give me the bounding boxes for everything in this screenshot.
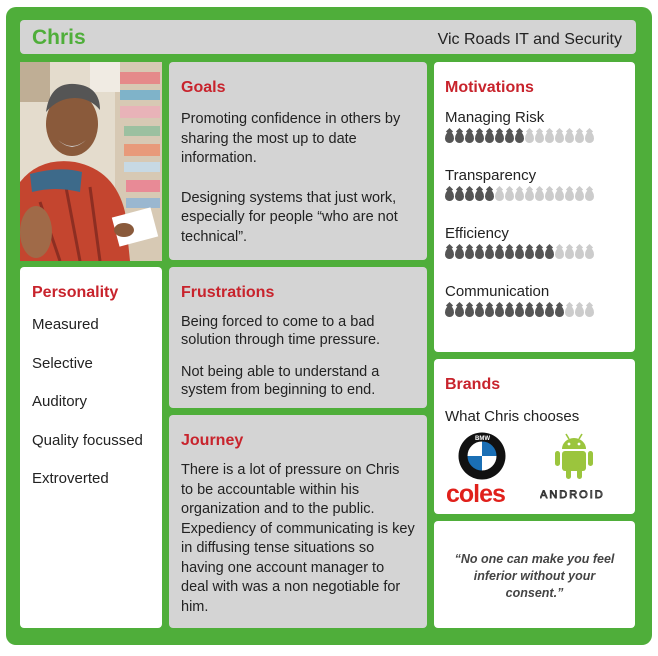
rating-drop-filled-icon [545,306,554,317]
rating-drop-empty-icon [555,248,564,259]
rating-drop-filled-icon [465,248,474,259]
motivation-row [445,109,624,143]
personality-card [20,267,162,628]
rating-drop-filled-icon [455,306,464,317]
rating-drop-filled-icon [475,248,484,259]
bmw-logo-icon [458,432,506,480]
rating-drop-empty-icon [545,190,554,201]
android-logo-text: ANDROID [540,489,605,501]
rating-drop-filled-icon [485,132,494,143]
rating-drop-empty-icon [555,132,564,143]
rating-drop-empty-icon [565,248,574,259]
rating-drop-filled-icon [475,132,484,143]
persona-department: Vic Roads IT and Security [437,31,622,48]
rating-drop-filled-icon [455,190,464,201]
rating-drop-empty-icon [585,190,594,201]
rating-drop-empty-icon [575,248,584,259]
brands-card [434,359,635,514]
rating-drop-filled-icon [515,248,524,259]
rating-drop-empty-icon [505,190,514,201]
rating-drop-filled-icon [505,248,514,259]
frustrations-paragraph: Being forced to come to a bad solution through time pressure. [181,314,381,348]
rating-drop-empty-icon [575,306,584,317]
rating-drop-filled-icon [455,248,464,259]
rating-drop-empty-icon [525,132,534,143]
brands-subtitle: What Chris chooses [445,408,580,425]
rating-drop-empty-icon [555,190,564,201]
persona-photo [20,62,162,261]
rating-drop-filled-icon [495,306,504,317]
rating-drop-filled-icon [475,190,484,201]
rating-drop-filled-icon [485,248,494,259]
goals-paragraph: Promoting confidence in others by sharing the most up to date information. [181,111,401,166]
journey-text: There is a lot of pressure on Chris to be accountable within his organization and to the public. Expediency of communicating is key in diffusing tense situations so having one account manager to deal with was a non negotiable for him. [181,462,415,615]
motivation-row [445,225,624,259]
motivations-title: Motivations [445,79,534,96]
rating-drop-empty-icon [565,190,574,201]
frustrations-title: Frustrations [181,284,275,301]
coles-logo-icon [446,481,522,507]
personality-title: Personality [32,284,119,301]
motivations-card [434,62,635,352]
rating-drop-empty-icon [535,132,544,143]
persona-quote: “No one can make you feel inferior without your consent.” [454,552,615,600]
rating-drop-empty-icon [495,190,504,201]
rating-drop-filled-icon [525,306,534,317]
android-logo-icon [554,432,594,480]
rating-drop-empty-icon [585,132,594,143]
frustrations-card [169,267,427,408]
brands-title: Brands [445,376,501,393]
motivation-label: Communication [445,283,550,300]
rating-drop-filled-icon [515,132,524,143]
motivation-label: Efficiency [445,225,509,242]
rating-drop-filled-icon [545,248,554,259]
rating-drop-filled-icon [515,306,524,317]
rating-drop-filled-icon [445,248,454,259]
quote-card [434,521,635,628]
rating-drop-filled-icon [465,132,474,143]
personality-item: Extroverted [32,470,109,487]
android-wordmark [540,487,620,501]
rating-drop-empty-icon [565,132,574,143]
frustrations-paragraph: Not being able to understand a system from beginning to end. [181,364,380,398]
header-bar [20,20,636,54]
motivation-rating [445,190,624,201]
rating-drop-empty-icon [575,190,584,201]
motivation-row [445,167,624,201]
goals-title: Goals [181,79,226,96]
rating-drop-filled-icon [445,132,454,143]
motivation-rating [445,132,624,143]
rating-drop-empty-icon [585,306,594,317]
rating-drop-filled-icon [505,306,514,317]
rating-drop-empty-icon [585,248,594,259]
goals-paragraph: Designing systems that just work, especially for people “who are not technical”. [181,189,398,245]
bmw-logo-text: BMW [475,436,490,442]
rating-drop-filled-icon [535,306,544,317]
rating-drop-filled-icon [535,248,544,259]
rating-drop-filled-icon [505,132,514,143]
rating-drop-empty-icon [545,132,554,143]
motivation-row [445,283,624,317]
persona-name: Chris [32,26,86,49]
journey-title: Journey [181,432,244,449]
rating-drop-filled-icon [495,132,504,143]
goals-card [169,62,427,260]
persona-photo-image [20,62,162,261]
personality-item: Quality focussed [32,431,143,449]
personality-item: Measured [32,316,99,333]
rating-drop-empty-icon [535,190,544,201]
rating-drop-empty-icon [515,190,524,201]
motivation-rating [445,306,624,317]
rating-drop-filled-icon [485,190,494,201]
journey-card [169,415,427,628]
rating-drop-empty-icon [565,306,574,317]
motivation-label: Managing Risk [445,109,545,126]
rating-drop-filled-icon [485,306,494,317]
rating-drop-filled-icon [455,132,464,143]
rating-drop-filled-icon [465,306,474,317]
coles-logo-text: coles [446,481,505,507]
rating-drop-filled-icon [445,306,454,317]
rating-drop-empty-icon [525,190,534,201]
motivation-rating [445,248,624,259]
rating-drop-filled-icon [475,306,484,317]
rating-drop-filled-icon [465,190,474,201]
motivation-label: Transparency [445,167,537,184]
personality-item: Auditory [32,393,88,410]
rating-drop-filled-icon [555,306,564,317]
personality-item: Selective [32,354,93,372]
rating-drop-filled-icon [445,190,454,201]
rating-drop-empty-icon [575,132,584,143]
rating-drop-filled-icon [495,248,504,259]
rating-drop-filled-icon [525,248,534,259]
